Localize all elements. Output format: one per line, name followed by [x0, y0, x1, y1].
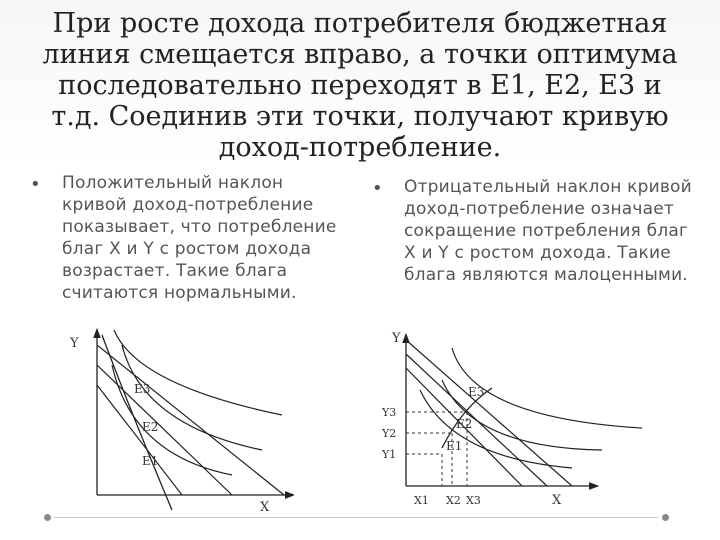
budget-line-3	[406, 340, 572, 486]
budget-line-3	[97, 345, 284, 495]
y-axis-label: Y	[70, 336, 79, 351]
label-e1: E1	[446, 439, 463, 453]
label-y3: Y3	[382, 406, 397, 419]
graph-inferior-goods	[372, 328, 654, 518]
label-y1: Y1	[382, 448, 397, 461]
graph-normal-goods-svg	[62, 325, 294, 515]
label-e1: E1	[142, 454, 159, 468]
footer-line	[54, 517, 658, 518]
graph-normal-goods	[62, 325, 294, 515]
x-axis-label: X	[552, 493, 562, 508]
indifference-curve-1	[420, 390, 572, 468]
income-consumption-curve	[102, 335, 172, 510]
indifference-curve-2	[122, 345, 262, 450]
slide-title: При росте дохода потребителя бюджетная линия смещается вправо, а точки оптимума последовательно переходят в Е1, Е2, Е3 и т.д. Соединив эти точки, получают кривую доход-потребление.	[42, 8, 678, 163]
right-paragraph: Отрицательный наклон кривой доход-потребление означает сокращение потребления благ X и Y с ростом дохода. Такие блага являются малоценными.	[404, 177, 692, 285]
label-e3: E3	[468, 385, 485, 399]
label-e2: E2	[142, 420, 159, 434]
label-e3: E3	[134, 382, 151, 396]
graph-inferior-goods-svg	[372, 328, 654, 518]
bullet-left: •	[30, 174, 41, 195]
label-e2: E2	[456, 417, 473, 431]
label-x1: X1	[414, 494, 429, 507]
footer-dot-left	[44, 514, 51, 521]
label-x2: X2	[446, 494, 461, 507]
footer-dot-right	[662, 514, 669, 521]
budget-line-1	[97, 385, 182, 495]
indifference-curve-3	[114, 330, 282, 415]
bullet-right: •	[372, 178, 383, 199]
label-x3: X3	[466, 494, 481, 507]
x-axis-label: X	[260, 500, 270, 515]
label-y2: Y2	[382, 427, 397, 440]
left-paragraph: Положительный наклон кривой доход-потребление показывает, что потребление благ X и Y с ростом дохода возрастает. Такие блага считаются нормальными.	[62, 173, 337, 303]
y-axis-label: Y	[392, 331, 401, 346]
